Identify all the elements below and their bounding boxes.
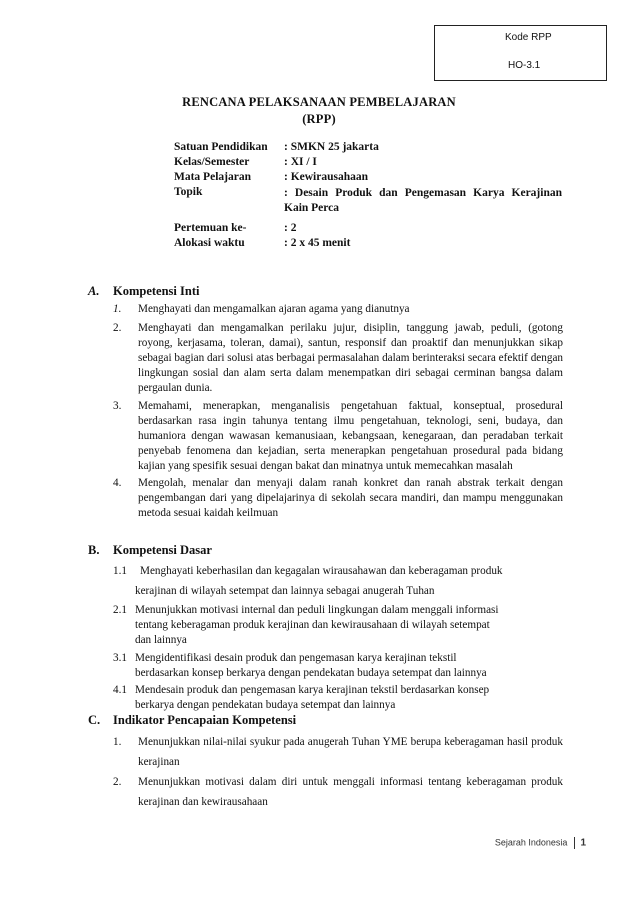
item-number: 2.1 <box>113 604 127 616</box>
identity-value: : XI / I <box>284 156 317 168</box>
item-text: Memahami, menerapkan, menganalisis pengetahuan faktual, konseptual, prosedural berdasarkan rasa ingin tahunya tentang ilmu pengetahuan, teknologi, seni, budaya, dan humaniora dengan wawasan kemanusiaan, kebangsaan, kenegaraan, dan peradaban terkait penyebab fenomena dan kejadian, serta menerapkan pengetahuan prosedural pada bidang kajian yang spesifik sesuai dengan bakat dan minatnya untuk memecahkan masalah <box>138 399 563 472</box>
footer-divider <box>574 837 575 849</box>
identity-value: : Kewirausahaan <box>284 171 369 183</box>
list-item <box>113 772 563 812</box>
rpp-code-box <box>434 25 607 81</box>
section-b-heading <box>88 543 212 558</box>
item-text: kerajinan di wilayah setempat dan lainnya sebagai anugerah Tuhan <box>135 585 435 597</box>
identity-value: : Desain Produk dan Pengemasan Karya Kerajinan Kain Perca <box>284 187 562 214</box>
item-number: 1.1 <box>113 565 127 577</box>
item-text: Menunjukkan motivasi dalam diri untuk menggali informasi tentang keberagaman produk kerajinan dan kewirausahaan <box>138 776 563 808</box>
document-subtitle: (RPP) <box>302 112 336 126</box>
identity-value: : SMKN 25 jakarta <box>284 141 379 153</box>
item-text: Menunjukkan motivasi internal dan peduli lingkungan dalam menggali informasi <box>135 604 499 616</box>
item-text: berkarya dengan pendekatan budaya setempat dan lainnya <box>135 699 396 712</box>
identity-key: Kelas/Semester <box>174 156 250 168</box>
section-a-heading <box>88 284 199 299</box>
item-number: 3.1 <box>113 651 127 664</box>
identity-key: Topik <box>174 186 203 198</box>
identity-key: Satuan Pendidikan <box>174 141 268 153</box>
item-number: 1. <box>113 303 122 315</box>
list-item <box>113 603 573 649</box>
item-number: 3. <box>113 399 122 412</box>
identity-key: Alokasi waktu <box>174 237 245 249</box>
list-item <box>113 302 563 317</box>
item-text: Mengidentifikasi desain produk dan pengemasan karya kerajinan tekstil <box>135 651 457 664</box>
item-text: Menunjukkan nilai-nilai syukur pada anugerah Tuhan YME berupa keberagaman hasil produk kerajinan <box>138 736 563 768</box>
list-item <box>113 476 563 521</box>
section-letter: C. <box>88 713 101 727</box>
item-text: tentang keberagaman produk kerajinan dan kewirausahaan di wilayah setempat <box>135 619 490 632</box>
item-text: Menghayati dan mengamalkan perilaku jujur, disiplin, tanggung jawab, peduli, (gotong royong, kerjasama, toleran, damai), santun, responsif dan proaktif dan menunjukkan sikap sebagai bagian dari solusi atas berbagai permasalahan dalam berinteraksi secara efektif dengan lingkungan sosial dan alam serta dalam menempatkan diri sebagai cerminan bangsa dalam pergaulan dunia. <box>138 322 563 395</box>
item-text: Mengolah, menalar dan menyaji dalam ranah konkret dan ranah abstrak terkait dengan pengembangan dari yang dipelajarinya di sekolah secara mandiri, dan mampu menggunakan metoda sesuai kaidah keilmuan <box>138 477 563 520</box>
list-item <box>113 399 563 474</box>
item-number: 2. <box>113 776 122 788</box>
section-title: Kompetensi Inti <box>113 284 200 298</box>
section-letter: B. <box>88 543 100 557</box>
list-item <box>113 321 563 396</box>
footer-subject: Sejarah Indonesia <box>494 837 568 848</box>
list-item <box>113 683 573 713</box>
identity-key: Pertemuan ke- <box>174 222 247 234</box>
document-title: RENCANA PELAKSANAAN PEMBELAJARAN <box>182 95 456 109</box>
section-b-list <box>113 561 573 713</box>
identity-value: : 2 x 45 menit <box>284 237 351 249</box>
section-c-list <box>113 732 563 812</box>
section-a-list <box>113 302 563 521</box>
section-title: Indikator Pencapaian Kompetensi <box>113 713 297 727</box>
item-text: Mendesain produk dan pengemasan karya kerajinan tekstil berdasarkan konsep <box>135 684 490 697</box>
item-text: Menghayati dan mengamalkan ajaran agama yang dianutnya <box>138 303 410 315</box>
item-number: 1. <box>113 736 122 748</box>
code-label: Kode RPP <box>505 32 552 43</box>
item-number: 4. <box>113 477 122 490</box>
item-text: dan lainnya <box>135 634 187 647</box>
list-item <box>113 732 563 772</box>
identity-value: : 2 <box>284 222 297 234</box>
section-c-heading <box>88 713 296 728</box>
page-number: 1 <box>580 837 586 849</box>
item-text: Menghayati keberhasilan dan kegagalan wirausahawan dan keberagaman produk <box>140 565 503 577</box>
section-letter: A. <box>88 284 100 298</box>
item-number: 2. <box>113 322 122 335</box>
item-number: 4.1 <box>113 684 127 697</box>
identity-key: Mata Pelajaran <box>174 171 251 183</box>
item-text: berdasarkan konsep berkarya dengan pendekatan budaya setempat dan lainnya <box>135 666 487 679</box>
section-title: Kompetensi Dasar <box>113 543 212 557</box>
list-item <box>113 651 573 681</box>
code-value: HO-3.1 <box>508 60 541 71</box>
list-item <box>113 561 573 601</box>
page-footer <box>495 837 586 849</box>
